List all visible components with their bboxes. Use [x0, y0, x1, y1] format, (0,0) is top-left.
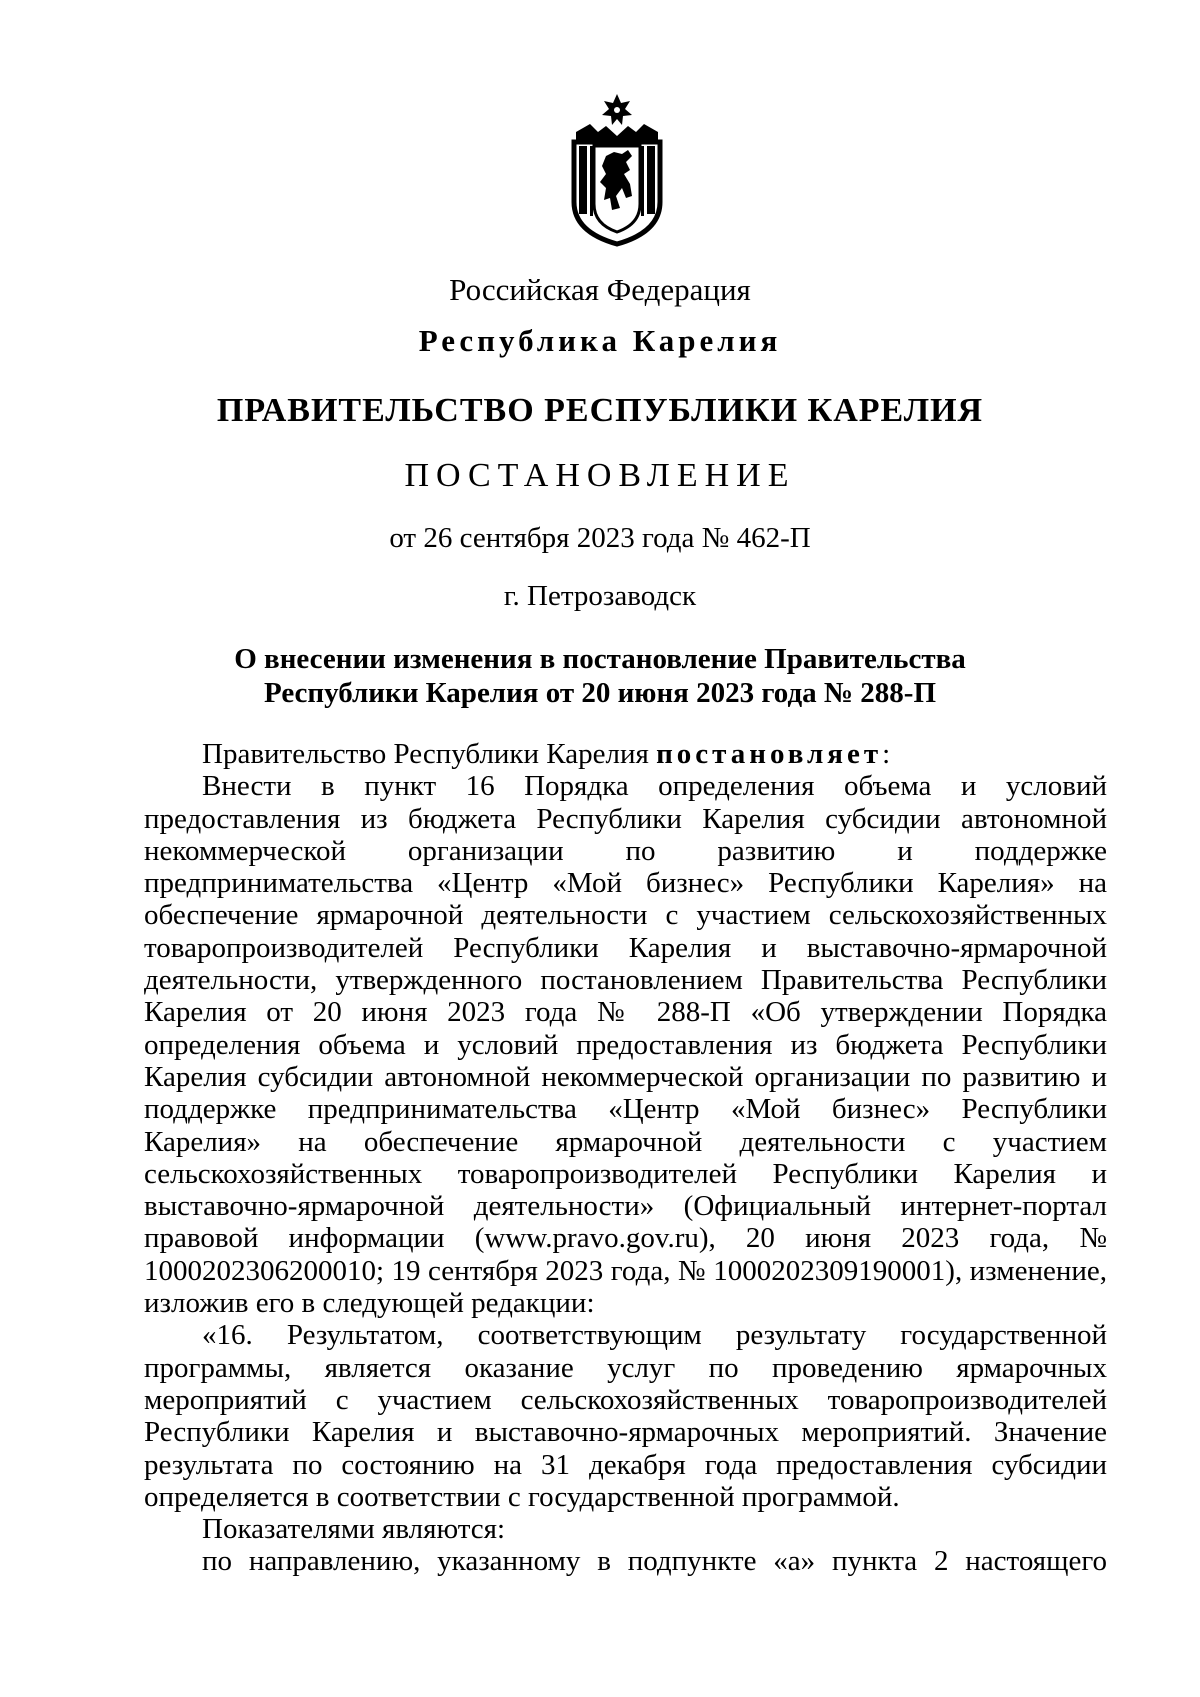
paragraph-item-16: «16. Результатом, соответствующим результату государственной программы, является оказание услуг по проведению ярмарочных мероприятий с участием сельскохозяйственных товаропроизводителей Республики Карелия и выставочно-ярмарочных мероприятий. Значение результата по состоянию на 31 декабря года предоставления субсидии определяется в соответствии с государственной программой. [144, 1319, 1107, 1513]
paragraph-direction: по направлению, указанному в подпункте «а» пункта 2 настоящего [202, 1545, 1107, 1578]
document-body [144, 738, 1107, 1578]
preamble-emphasis: постановляет [656, 738, 883, 770]
paragraph-amendment: Внести в пункт 16 Порядка определения объема и условий предоставления из бюджета Республики Карелия субсидии автономной некоммерческой организации по развитию и поддержке предпринимательства «Центр «Мой бизнес» Республики Карелия» на обеспечение ярмарочной деятельности с участием сельскохозяйственных товаропроизводителей Республики Карелия и выставочно-ярмарочной деятельности, утвержденного постановлением Правительства Республики Карелия от 20 июня 2023 года № 288-П «Об утверждении Порядка определения объема и условий предоставления из бюджета Республики Карелия субсидии автономной некоммерческой организации по развитию и поддержке предпринимательства «Центр «Мой бизнес» Республики Карелия» на обеспечение ярмарочной деятельности с участием сельскохозяйственных товаропроизводителей Республики Карелия и выставочно-ярмарочной деятельности» (Официальный интернет-портал правовой информации (www.pravo.gov.ru), 20 июня 2023 года, № 1000202306200010; 19 сентября 2023 года, № 1000202309190001), изменение, изложив его в следующей редакции: [144, 770, 1107, 1320]
government-name: ПРАВИТЕЛЬСТВО РЕСПУБЛИКИ КАРЕЛИЯ [216, 392, 984, 429]
paragraph-indicators: Показателями являются: [202, 1513, 506, 1546]
document-title-line-1: О внесении изменения в постановление Правительства [234, 643, 966, 675]
resolution-preamble [144, 738, 1107, 770]
preamble-suffix: : [882, 738, 891, 770]
karelia-coat-of-arms-icon [570, 92, 664, 247]
country-name: Российская Федерация [449, 272, 751, 307]
document-city: г. Петрозаводск [503, 580, 697, 612]
preamble-text: Правительство Республики Карелия [202, 738, 657, 770]
document-title-line-2: Республики Карелия от 20 июня 2023 года № 288-П [263, 677, 936, 709]
republic-name: Республика Карелия [418, 323, 782, 358]
document-type: ПОСТАНОВЛЕНИЕ [404, 457, 796, 494]
document-date-number: от 26 сентября 2023 года № 462-П [389, 522, 811, 554]
